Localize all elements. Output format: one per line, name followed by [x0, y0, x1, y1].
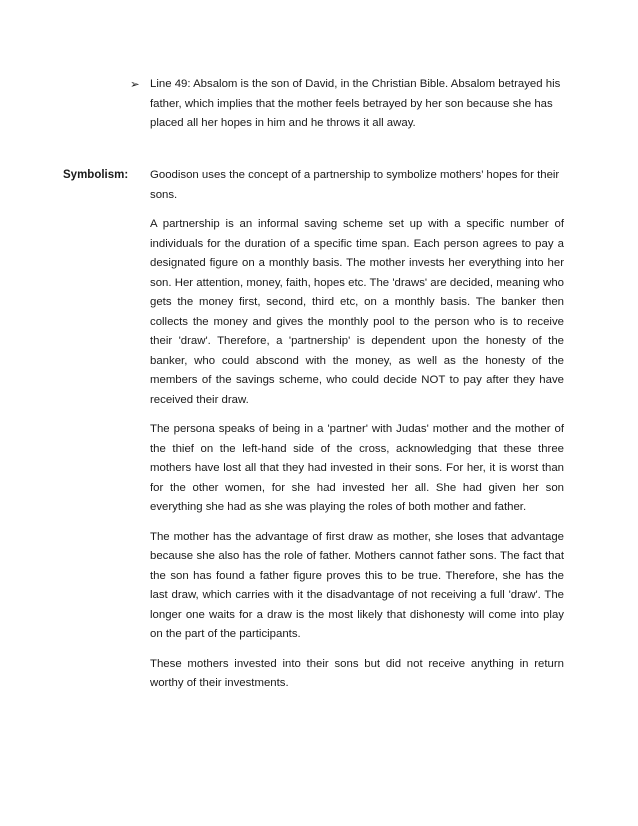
bullet-item-line-49: [130, 75, 564, 134]
paragraph: These mothers invested into their sons but did not receive anything in return worthy of their investments.: [150, 657, 564, 689]
symbolism-label: Symbolism:: [63, 169, 129, 181]
arrow-bullet-icon: ➢: [130, 77, 140, 91]
symbolism-body: [150, 166, 564, 704]
paragraph: The persona speaks of being in a 'partner' with Judas' mother and the mother of the thief on the left-hand side of the cross, acknowledging that these three mothers have lost all that they had invested in their sons. For her, it is worst than for the other women, for she had invested her all. She had given her son everything she had as she was playing the roles of both mother and father.: [150, 423, 564, 513]
paragraph: The mother has the advantage of first draw as mother, she loses that advantage because she also has the role of father. Mothers cannot father sons. The fact that the son has found a father figure proves this to be true. Therefore, she has the last draw, which carries with it the disadvantage of not receiving a full 'draw'. The longer one waits for a draw is the most likely that dishonesty will come into play on the part of the participants.: [150, 530, 564, 640]
paragraph: A partnership is an informal saving scheme set up with a specific number of individuals for the duration of a specific time span. Each person agrees to pay a designated figure on a monthly basis. The mother invests her everything into her son. Her attention, money, faith, hopes etc. The 'draws' are decided, meaning who gets the money first, second, third etc, on a monthly basis. The banker then collects the money and gives the monthly pool to the person who is to receive their 'draw'. Therefore, a 'partnership' is dependent upon the honesty of the banker, who could abscond with the money, as well as the honesty of the members of the savings scheme, who could decide NOT to pay after they have received their draw.: [150, 218, 564, 406]
paragraph: Goodison uses the concept of a partnership to symbolize mothers’ hopes for their sons.: [150, 169, 560, 201]
bullet-text: Line 49: Absalom is the son of David, in the Christian Bible. Absalom betrayed his father, which implies that the mother feels betrayed by her son because she has placed all her hopes in him and he throws it all away.: [150, 78, 561, 129]
